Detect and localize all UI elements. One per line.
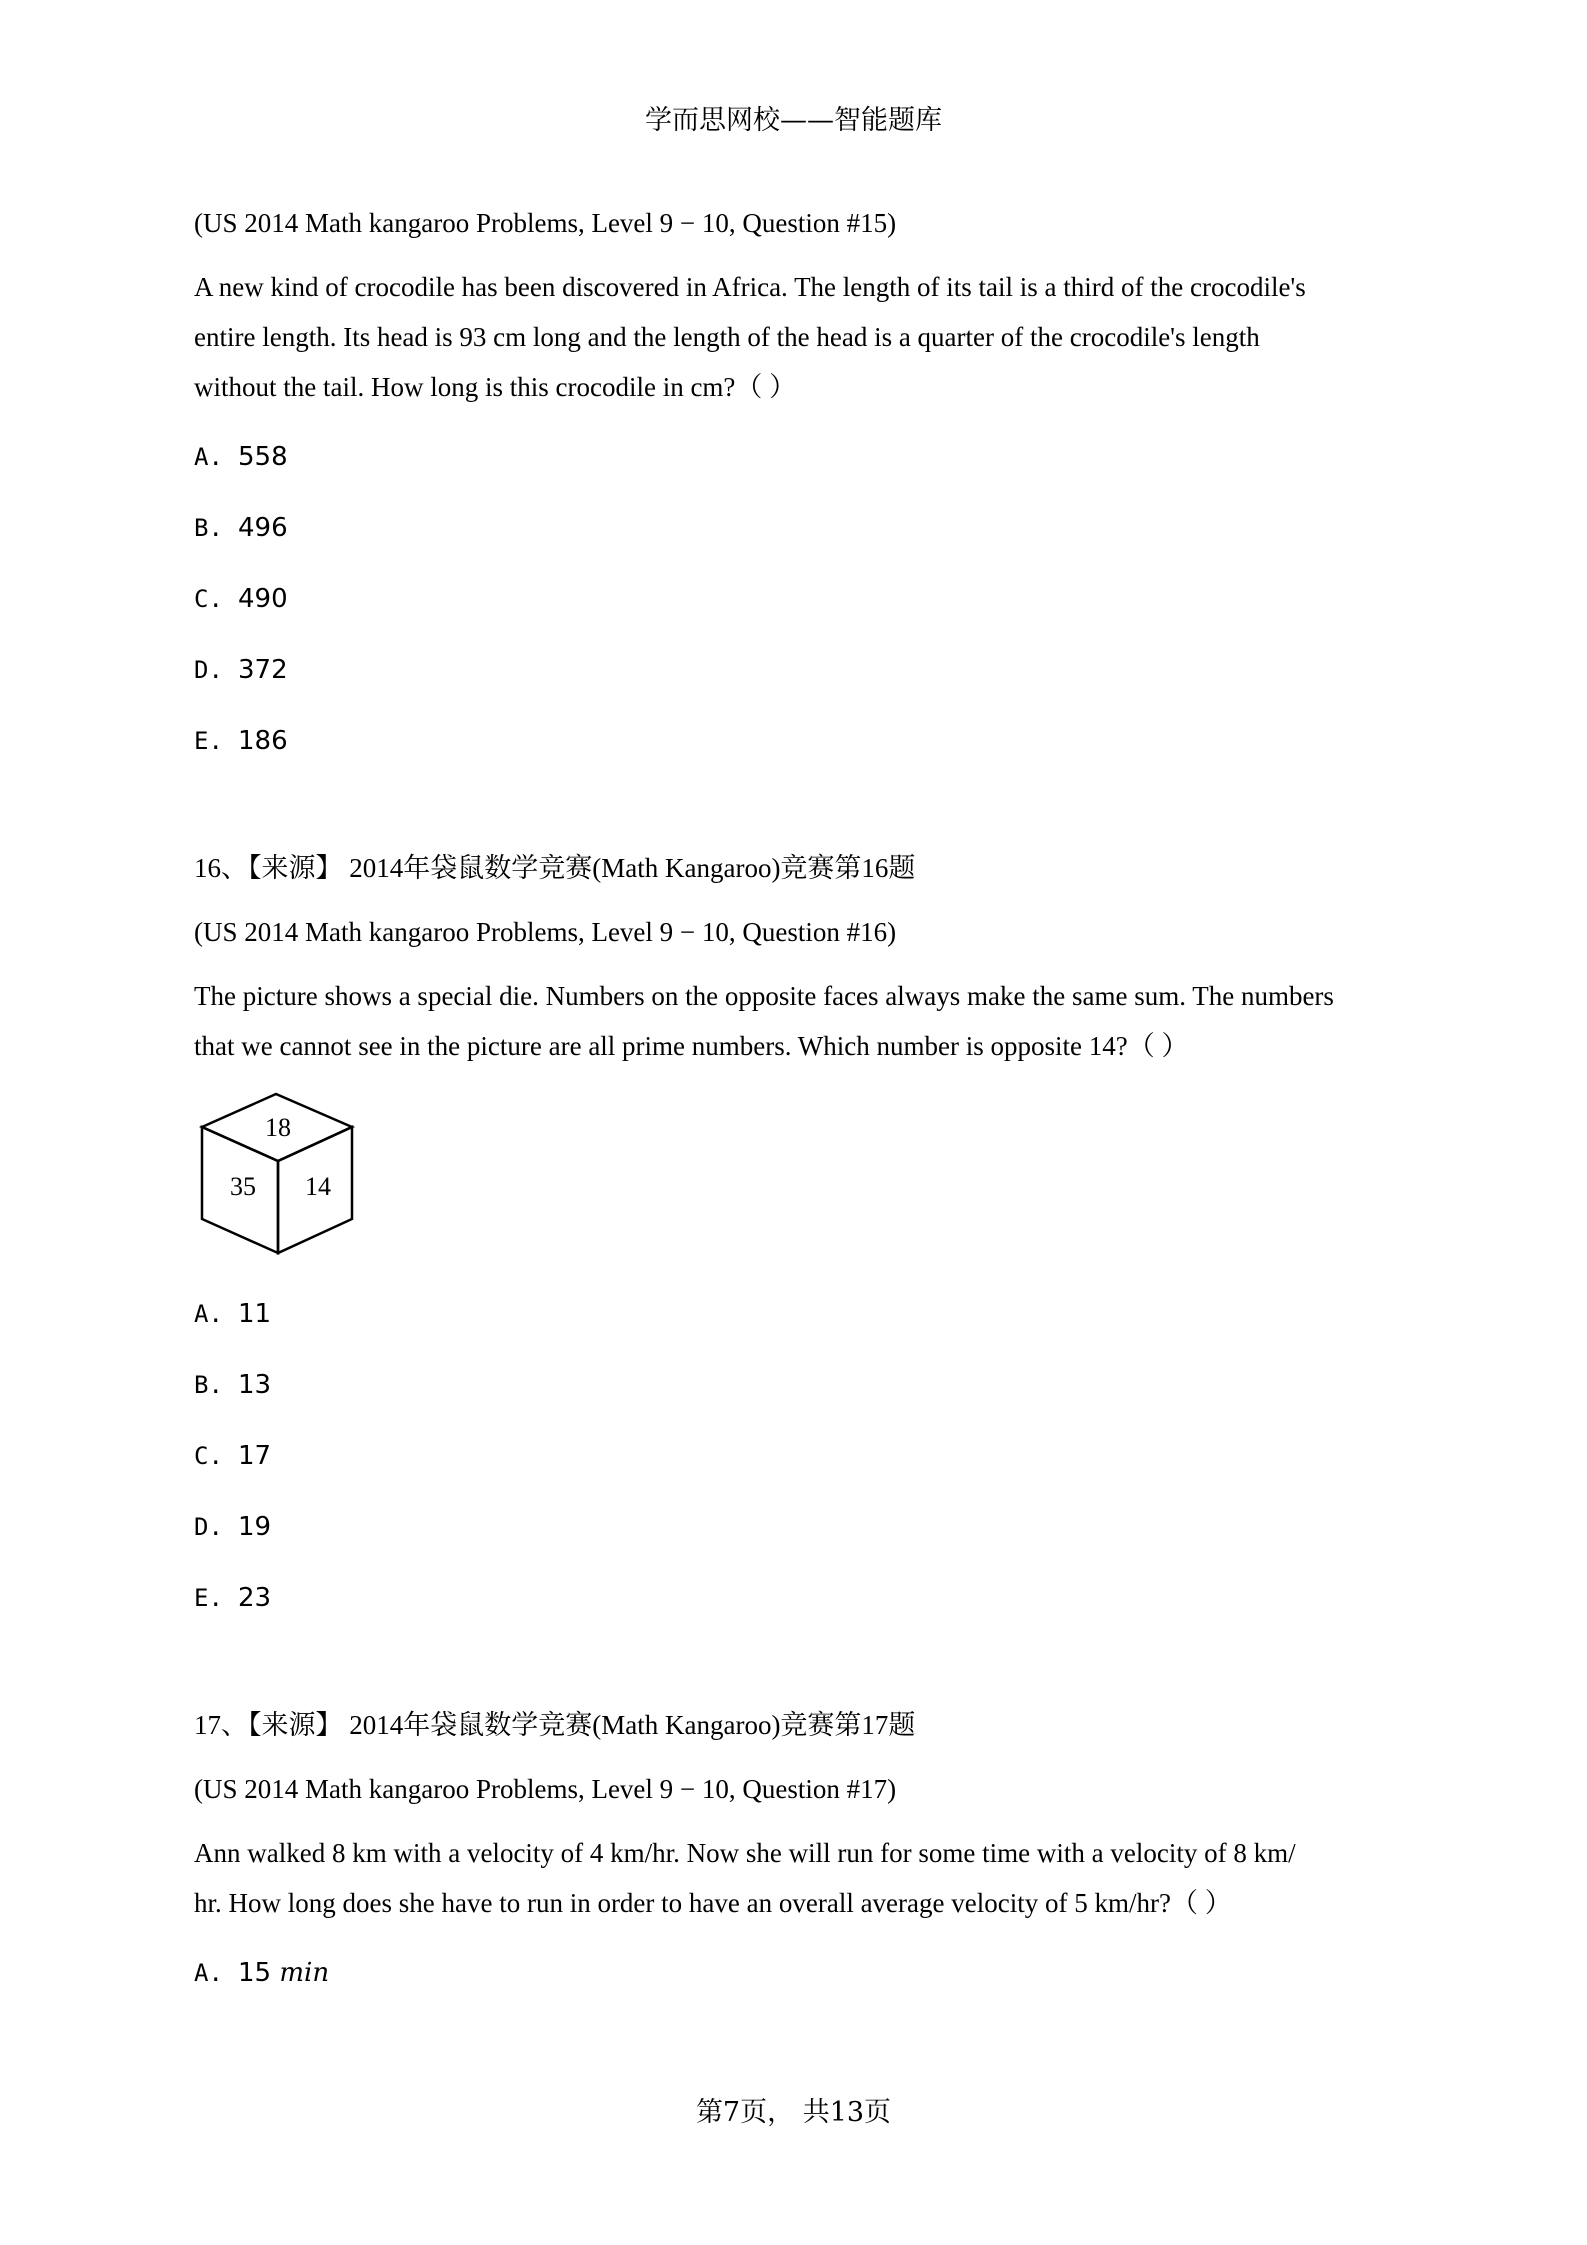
option-a[interactable] <box>194 422 1404 493</box>
question-heading: 17、【来源】 2014年袋鼠数学竞赛(Math Kangaroo)竞赛第17题 <box>194 1710 916 1740</box>
option-list <box>194 1279 1404 1634</box>
question-source-line: (US 2014 Math kangaroo Problems, Level 9 − 10, Question #16) <box>194 917 897 947</box>
option-value: 23 <box>238 1583 272 1613</box>
option-a[interactable] <box>194 1279 1404 1350</box>
question-source-line: (US 2014 Math kangaroo Problems, Level 9 − 10, Question #15) <box>194 208 897 238</box>
option-letter: C. <box>194 1442 223 1470</box>
stem-line: A new kind of crocodile has been discovered in Africa. The length of its tail is a third of the crocodile's <box>194 272 1306 302</box>
option-list <box>194 422 1404 777</box>
option-a[interactable] <box>194 1938 1404 2009</box>
option-value: 13 <box>238 1370 272 1400</box>
option-value: 490 <box>238 584 288 614</box>
option-letter: B. <box>194 1371 223 1399</box>
die-top-number: 18 <box>265 1113 291 1142</box>
option-value: 19 <box>238 1512 272 1542</box>
stem-line: that we cannot see in the picture are all prime numbers. Which number is opposite 14?（ ） <box>194 1031 1189 1061</box>
stem-line: entire length. Its head is 93 cm long and the length of the head is a quarter of the crocodile's length <box>194 322 1260 352</box>
option-letter: D. <box>194 656 223 684</box>
stem-line: hr. How long does she have to run in order to have an overall average velocity of 5 km/hr?（ ） <box>194 1888 1232 1918</box>
option-letter: E. <box>194 727 223 755</box>
option-c[interactable] <box>194 1421 1404 1492</box>
option-unit: min <box>279 1958 330 1988</box>
option-value: 186 <box>238 726 288 756</box>
page-header: 学而思网校——智能题库 <box>645 105 942 136</box>
option-letter: E. <box>194 1584 223 1612</box>
option-letter: B. <box>194 514 223 542</box>
option-value: 15 <box>238 1958 272 1988</box>
option-b[interactable] <box>194 493 1404 564</box>
option-d[interactable] <box>194 1492 1404 1563</box>
option-e[interactable] <box>194 706 1404 777</box>
option-e[interactable] <box>194 1563 1404 1634</box>
question-source-line: (US 2014 Math kangaroo Problems, Level 9 − 10, Question #17) <box>194 1774 897 1804</box>
question-15 <box>194 198 1404 777</box>
question-stem <box>194 1828 1404 1928</box>
option-d[interactable] <box>194 635 1404 706</box>
die-diagram <box>194 1091 364 1266</box>
option-letter: D. <box>194 1513 223 1541</box>
option-letter: A. <box>194 443 223 471</box>
option-list <box>194 1938 1404 2009</box>
option-value: 17 <box>238 1441 272 1471</box>
question-17 <box>194 1700 1404 2009</box>
option-b[interactable] <box>194 1350 1404 1421</box>
option-value: 496 <box>238 513 288 543</box>
stem-line: without the tail. How long is this crocodile in cm?（ ） <box>194 372 797 402</box>
page-footer: 第7页， 共13页 <box>695 2097 892 2128</box>
option-letter: C. <box>194 585 223 613</box>
option-value: 558 <box>238 442 288 472</box>
question-stem <box>194 971 1404 1071</box>
die-left-number: 35 <box>230 1172 256 1201</box>
stem-line: The picture shows a special die. Numbers on the opposite faces always make the same sum. The numbers <box>194 981 1334 1011</box>
option-value: 372 <box>238 655 288 685</box>
option-letter: A. <box>194 1959 223 1987</box>
option-c[interactable] <box>194 564 1404 635</box>
question-16 <box>194 843 1404 1634</box>
document-body <box>194 190 1404 2009</box>
die-right-number: 14 <box>305 1172 331 1201</box>
stem-line: Ann walked 8 km with a velocity of 4 km/hr. Now she will run for some time with a velocity of 8 km/ <box>194 1838 1296 1868</box>
die-figure <box>194 1091 1404 1271</box>
question-heading: 16、【来源】 2014年袋鼠数学竞赛(Math Kangaroo)竞赛第16题 <box>194 853 916 883</box>
option-letter: A. <box>194 1300 223 1328</box>
option-value: 11 <box>238 1299 272 1329</box>
question-stem <box>194 262 1404 412</box>
